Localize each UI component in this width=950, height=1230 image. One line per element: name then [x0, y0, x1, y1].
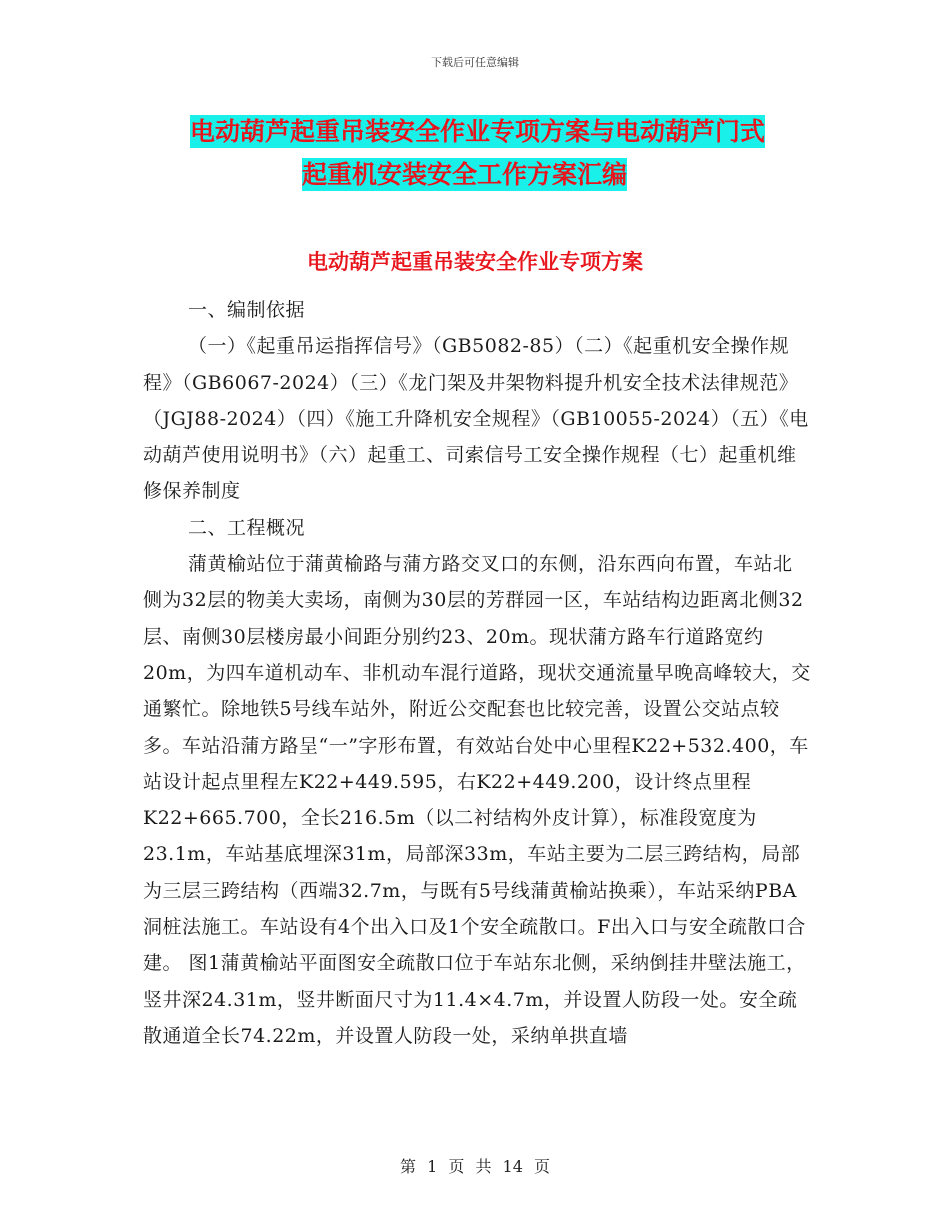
- download-editable-note: 下载后可任意编辑: [431, 56, 519, 69]
- paragraph-compilation-basis: （一）《起重吊运指挥信号》（GB5082-85）（二）《起重机安全操作规程》（GB6067-2024）（三）《龙门架及井架物料提升机安全技术法律规范》（JGJ88-2024）（四）《施工升降机安全规程》（GB10055-2024）（五）《电动葫芦使用说明书》（六）起重工、司索信号工安全操作规程（七）起重机维修保养制度: [143, 335, 809, 503]
- page-number-footer: 第 1 页 共 14 页: [400, 1157, 550, 1176]
- heading-compilation-basis: 一、编制依据: [188, 299, 306, 321]
- main-title-line1: 电动葫芦起重吊装安全作业专项方案与电动葫芦门式: [190, 117, 766, 146]
- section-title: 电动葫芦起重吊装安全作业专项方案: [307, 250, 643, 274]
- document-body: [143, 292, 811, 1054]
- main-title-line2: 起重机安装安全工作方案汇编: [302, 160, 628, 189]
- heading-project-overview: 二、工程概况: [188, 516, 306, 539]
- paragraph-project-overview: 蒲黄榆站位于蒲黄榆路与蒲方路交叉口的东侧，沿东西向布置，车站北侧为32层的物美大卖场，南侧为30层的芳群园一区，车站结构边距离北侧32层、南侧30层楼房最小间距分别约23、20m。现状蒲方路车行道路宽约20m，为四车道机动车、非机动车混行道路，现状交通流量早晚高峰较大，交通繁忙。除地铁5号线车站外，附近公交配套也比较完善，设置公交站点较多。车站沿蒲方路呈“一”字形布置，有效站台处中心里程K22+532.400，车站设计起点里程左K22+449.595，右K22+449.200，设计终点里程K22+665.700，全长216.5m（以二衬结构外皮计算），标准段宽度为23.1m，车站基底埋深31m，局部深33m，车站主要为二层三跨结构，局部为三层三跨结构（西端32.7m，与既有5号线蒲黄榆站换乘），车站采纳PBA洞桩法施工。车站设有4个出入口及1个安全疏散口。F出入口与安全疏散口合建。 图1蒲黄榆站平面图安全疏散口位于车站东北侧，采纳倒挂井壁法施工，竖井深24.31m，竖井断面尺寸为11.4×4.7m，并设置人防段一处。安全疏散通道全长74.22m，并设置人防段一处，采纳单拱直墙: [143, 553, 811, 1047]
- document-main-title: [190, 110, 810, 196]
